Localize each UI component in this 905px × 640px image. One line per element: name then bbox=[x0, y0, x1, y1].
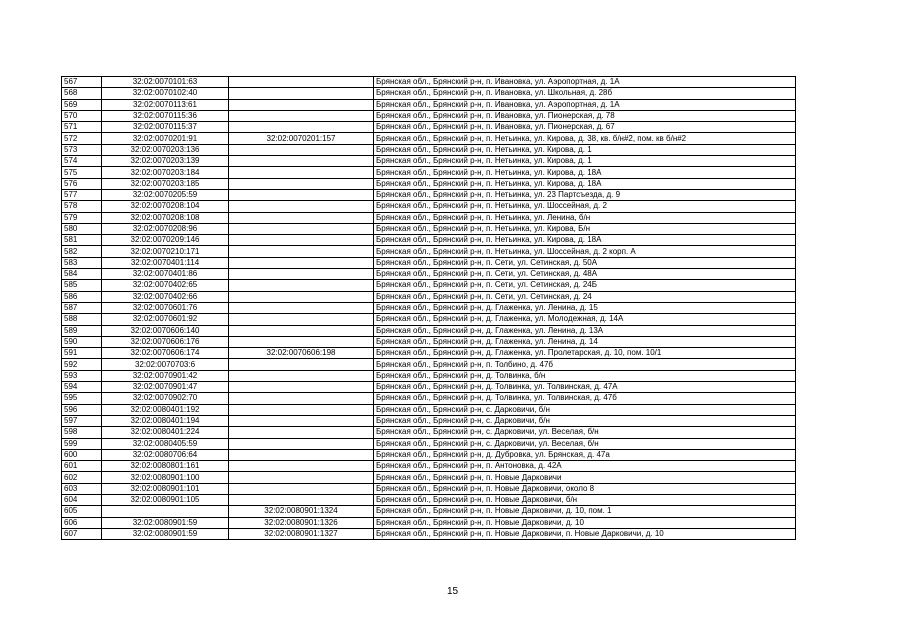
related-cadastral-number-cell bbox=[229, 280, 374, 291]
related-cadastral-number-cell bbox=[229, 246, 374, 257]
row-number-cell: 594 bbox=[62, 382, 102, 393]
address-cell: Брянская обл., Брянский р-н, с. Дарковичи, ул. Веселая, б/н bbox=[374, 438, 796, 449]
table-row bbox=[62, 427, 796, 438]
row-number-cell: 567 bbox=[62, 77, 102, 88]
row-number-cell: 583 bbox=[62, 257, 102, 268]
row-number-cell: 578 bbox=[62, 201, 102, 212]
address-cell: Брянская обл., Брянский р-н, п. Нетьинка, ул. Кирова, д. 18А bbox=[374, 235, 796, 246]
table-row bbox=[62, 494, 796, 505]
cadastral-number-cell: 32:02:0070115:37 bbox=[102, 122, 229, 133]
row-number-cell: 602 bbox=[62, 472, 102, 483]
cadastral-number-cell: 32:02:0070402:65 bbox=[102, 280, 229, 291]
related-cadastral-number-cell: 32:02:0080901:1326 bbox=[229, 517, 374, 528]
address-cell: Брянская обл., Брянский р-н, п. Ивановка, ул. Пионерская, д. 78 bbox=[374, 110, 796, 121]
address-cell: Брянская обл., Брянский р-н, п. Нетьинка, ул. Кирова, д. 1 bbox=[374, 144, 796, 155]
address-cell: Брянская обл., Брянский р-н, п. Нетьинка, ул. Кирова, д. 38, кв. б/н#2, пом. кв б/н#2 bbox=[374, 133, 796, 144]
row-number-cell: 587 bbox=[62, 302, 102, 313]
related-cadastral-number-cell bbox=[229, 427, 374, 438]
table-row bbox=[62, 393, 796, 404]
table-row bbox=[62, 235, 796, 246]
row-number-cell: 593 bbox=[62, 370, 102, 381]
cadastral-number-cell: 32:02:0080401:224 bbox=[102, 427, 229, 438]
cadastral-number-cell: 32:02:0070208:108 bbox=[102, 212, 229, 223]
row-number-cell: 607 bbox=[62, 528, 102, 539]
row-number-cell: 591 bbox=[62, 348, 102, 359]
address-cell: Брянская обл., Брянский р-н, д. Толвинка, б/н bbox=[374, 370, 796, 381]
related-cadastral-number-cell bbox=[229, 336, 374, 347]
table-row bbox=[62, 280, 796, 291]
table-body bbox=[62, 77, 796, 540]
row-number-cell: 586 bbox=[62, 291, 102, 302]
row-number-cell: 581 bbox=[62, 235, 102, 246]
table-row bbox=[62, 269, 796, 280]
row-number-cell: 575 bbox=[62, 167, 102, 178]
table-row bbox=[62, 99, 796, 110]
related-cadastral-number-cell bbox=[229, 122, 374, 133]
table-row bbox=[62, 404, 796, 415]
address-cell: Брянская обл., Брянский р-н, п. Ивановка, ул. Аэропортная, д. 1А bbox=[374, 77, 796, 88]
related-cadastral-number-cell bbox=[229, 449, 374, 460]
cadastral-number-cell: 32:02:0080401:192 bbox=[102, 404, 229, 415]
table-row bbox=[62, 246, 796, 257]
address-cell: Брянская обл., Брянский р-н, п. Ивановка, ул. Пионерская, д. 67 bbox=[374, 122, 796, 133]
cadastral-number-cell: 32:02:0070203:139 bbox=[102, 156, 229, 167]
related-cadastral-number-cell bbox=[229, 235, 374, 246]
address-cell: Брянская обл., Брянский р-н, п. Нетьинка, ул. Кирова, д. 18А bbox=[374, 167, 796, 178]
table-row bbox=[62, 257, 796, 268]
address-cell: Брянская обл., Брянский р-н, п. Сети, ул. Сетинская, д. 24 bbox=[374, 291, 796, 302]
table-row bbox=[62, 382, 796, 393]
address-cell: Брянская обл., Брянский р-н, п. Новые Дарковичи, д. 10 bbox=[374, 517, 796, 528]
related-cadastral-number-cell bbox=[229, 269, 374, 280]
address-cell: Брянская обл., Брянский р-н, с. Дарковичи, б/н bbox=[374, 404, 796, 415]
address-cell: Брянская обл., Брянский р-н, п. Антоновка, д. 42А bbox=[374, 461, 796, 472]
table-row bbox=[62, 483, 796, 494]
cadastral-number-cell: 32:02:0070606:176 bbox=[102, 336, 229, 347]
table-row bbox=[62, 438, 796, 449]
related-cadastral-number-cell bbox=[229, 189, 374, 200]
cadastral-number-cell: 32:02:0080901:59 bbox=[102, 517, 229, 528]
address-cell: Брянская обл., Брянский р-н, п. Нетьинка, ул. Кирова, д. 18А bbox=[374, 178, 796, 189]
table-row bbox=[62, 528, 796, 539]
related-cadastral-number-cell bbox=[229, 212, 374, 223]
table-row bbox=[62, 201, 796, 212]
cadastral-number-cell: 32:02:0070205:59 bbox=[102, 189, 229, 200]
address-cell: Брянская обл., Брянский р-н, д. Глаженка, ул. Пролетарская, д. 10, пом. 10/1 bbox=[374, 348, 796, 359]
address-cell: Брянская обл., Брянский р-н, д. Толвинка, ул. Толвинская, д. 47А bbox=[374, 382, 796, 393]
row-number-cell: 589 bbox=[62, 325, 102, 336]
table-row bbox=[62, 415, 796, 426]
cadastral-number-cell: 32:02:0070601:76 bbox=[102, 302, 229, 313]
address-cell: Брянская обл., Брянский р-н, п. Нетьинка, ул. Шоссейная, д. 2 корп. А bbox=[374, 246, 796, 257]
cadastral-number-cell: 32:02:0070209:146 bbox=[102, 235, 229, 246]
cadastral-number-cell: 32:02:0070208:96 bbox=[102, 223, 229, 234]
related-cadastral-number-cell bbox=[229, 461, 374, 472]
table-row bbox=[62, 133, 796, 144]
table-row bbox=[62, 325, 796, 336]
row-number-cell: 585 bbox=[62, 280, 102, 291]
address-cell: Брянская обл., Брянский р-н, д. Глаженка, ул. Ленина, д. 13А bbox=[374, 325, 796, 336]
related-cadastral-number-cell bbox=[229, 201, 374, 212]
related-cadastral-number-cell: 32:02:0070606:198 bbox=[229, 348, 374, 359]
table-row bbox=[62, 291, 796, 302]
address-cell: Брянская обл., Брянский р-н, п. Ивановка, ул. Школьная, д. 28б bbox=[374, 88, 796, 99]
related-cadastral-number-cell bbox=[229, 156, 374, 167]
row-number-cell: 570 bbox=[62, 110, 102, 121]
cadastral-number-cell: 32:02:0070115:36 bbox=[102, 110, 229, 121]
address-cell: Брянская обл., Брянский р-н, п. Сети, ул. Сетинская, д. 48А bbox=[374, 269, 796, 280]
related-cadastral-number-cell bbox=[229, 370, 374, 381]
row-number-cell: 598 bbox=[62, 427, 102, 438]
related-cadastral-number-cell bbox=[229, 77, 374, 88]
cadastral-number-cell: 32:02:0070102:40 bbox=[102, 88, 229, 99]
address-cell: Брянская обл., Брянский р-н, д. Толвинка, ул. Толвинская, д. 47б bbox=[374, 393, 796, 404]
cadastral-number-cell: 32:02:0070203:184 bbox=[102, 167, 229, 178]
table-row bbox=[62, 156, 796, 167]
related-cadastral-number-cell bbox=[229, 472, 374, 483]
cadastral-number-cell: 32:02:0070203:185 bbox=[102, 178, 229, 189]
row-number-cell: 595 bbox=[62, 393, 102, 404]
table-row bbox=[62, 336, 796, 347]
row-number-cell: 597 bbox=[62, 415, 102, 426]
related-cadastral-number-cell bbox=[229, 178, 374, 189]
table-row bbox=[62, 144, 796, 155]
row-number-cell: 592 bbox=[62, 359, 102, 370]
row-number-cell: 577 bbox=[62, 189, 102, 200]
cadastral-number-cell: 32:02:0070402:66 bbox=[102, 291, 229, 302]
row-number-cell: 576 bbox=[62, 178, 102, 189]
table-row bbox=[62, 517, 796, 528]
row-number-cell: 588 bbox=[62, 314, 102, 325]
row-number-cell: 596 bbox=[62, 404, 102, 415]
related-cadastral-number-cell bbox=[229, 359, 374, 370]
address-cell: Брянская обл., Брянский р-н, п. Сети, ул. Сетинская, д. 50А bbox=[374, 257, 796, 268]
row-number-cell: 599 bbox=[62, 438, 102, 449]
address-cell: Брянская обл., Брянский р-н, п. Сети, ул. Сетинская, д. 24Б bbox=[374, 280, 796, 291]
cadastral-number-cell: 32:02:0080901:105 bbox=[102, 494, 229, 505]
cadastral-number-cell: 32:02:0070208:104 bbox=[102, 201, 229, 212]
address-cell: Брянская обл., Брянский р-н, д. Глаженка, ул. Ленина, д. 14 bbox=[374, 336, 796, 347]
row-number-cell: 579 bbox=[62, 212, 102, 223]
cadastral-number-cell: 32:02:0080901:101 bbox=[102, 483, 229, 494]
table-row bbox=[62, 189, 796, 200]
cadastral-number-cell: 32:02:0070606:140 bbox=[102, 325, 229, 336]
address-cell: Брянская обл., Брянский р-н, п. Нетьинка, ул. Кирова, Б/н bbox=[374, 223, 796, 234]
cadastral-number-cell: 32:02:0070606:174 bbox=[102, 348, 229, 359]
table-row bbox=[62, 223, 796, 234]
row-number-cell: 605 bbox=[62, 506, 102, 517]
cadastral-number-cell: 32:02:0070203:136 bbox=[102, 144, 229, 155]
cadastral-number-cell: 32:02:0080706:64 bbox=[102, 449, 229, 460]
related-cadastral-number-cell bbox=[229, 88, 374, 99]
related-cadastral-number-cell bbox=[229, 223, 374, 234]
address-cell: Брянская обл., Брянский р-н, п. Ивановка, ул. Аэропортная, д. 1А bbox=[374, 99, 796, 110]
address-cell: Брянская обл., Брянский р-н, п. Нетьинка, ул. 23 Партсъезда, д. 9 bbox=[374, 189, 796, 200]
related-cadastral-number-cell bbox=[229, 494, 374, 505]
row-number-cell: 590 bbox=[62, 336, 102, 347]
row-number-cell: 604 bbox=[62, 494, 102, 505]
row-number-cell: 603 bbox=[62, 483, 102, 494]
address-cell: Брянская обл., Брянский р-н, п. Новые Дарковичи, б/н bbox=[374, 494, 796, 505]
cadastral-number-cell: 32:02:0070902:70 bbox=[102, 393, 229, 404]
address-cell: Брянская обл., Брянский р-н, п. Нетьинка, ул. Ленина, б/н bbox=[374, 212, 796, 223]
related-cadastral-number-cell bbox=[229, 393, 374, 404]
address-cell: Брянская обл., Брянский р-н, п. Новые Дарковичи, п. Новые Дарковичи, д. 10 bbox=[374, 528, 796, 539]
cadastral-number-cell: 32:02:0070201:91 bbox=[102, 133, 229, 144]
related-cadastral-number-cell bbox=[229, 404, 374, 415]
table-row bbox=[62, 88, 796, 99]
table-row bbox=[62, 77, 796, 88]
cadastral-number-cell: 32:02:0070901:47 bbox=[102, 382, 229, 393]
related-cadastral-number-cell bbox=[229, 438, 374, 449]
related-cadastral-number-cell bbox=[229, 314, 374, 325]
row-number-cell: 573 bbox=[62, 144, 102, 155]
cadastral-number-cell bbox=[102, 506, 229, 517]
table-row bbox=[62, 472, 796, 483]
cadastral-number-cell: 32:02:0070901:42 bbox=[102, 370, 229, 381]
table-row bbox=[62, 212, 796, 223]
table-row bbox=[62, 178, 796, 189]
address-cell: Брянская обл., Брянский р-н, п. Новые Дарковичи, д. 10, пом. 1 bbox=[374, 506, 796, 517]
address-cell: Брянская обл., Брянский р-н, д. Глаженка, ул. Ленина, д. 15 bbox=[374, 302, 796, 313]
table-row bbox=[62, 506, 796, 517]
row-number-cell: 584 bbox=[62, 269, 102, 280]
related-cadastral-number-cell: 32:02:0080901:1324 bbox=[229, 506, 374, 517]
address-cell: Брянская обл., Брянский р-н, п. Толбино, д. 47б bbox=[374, 359, 796, 370]
row-number-cell: 568 bbox=[62, 88, 102, 99]
cadastral-number-cell: 32:02:0070601:92 bbox=[102, 314, 229, 325]
cadastral-number-cell: 32:02:0070401:86 bbox=[102, 269, 229, 280]
related-cadastral-number-cell: 32:02:0070201:157 bbox=[229, 133, 374, 144]
row-number-cell: 574 bbox=[62, 156, 102, 167]
table-row bbox=[62, 122, 796, 133]
row-number-cell: 571 bbox=[62, 122, 102, 133]
cadastral-number-cell: 32:02:0070101:63 bbox=[102, 77, 229, 88]
row-number-cell: 580 bbox=[62, 223, 102, 234]
cadastral-number-cell: 32:02:0080405:59 bbox=[102, 438, 229, 449]
table-row bbox=[62, 110, 796, 121]
cadastral-number-cell: 32:02:0070210:171 bbox=[102, 246, 229, 257]
related-cadastral-number-cell bbox=[229, 110, 374, 121]
related-cadastral-number-cell bbox=[229, 415, 374, 426]
row-number-cell: 572 bbox=[62, 133, 102, 144]
address-cell: Брянская обл., Брянский р-н, п. Новые Дарковичи bbox=[374, 472, 796, 483]
cadastral-number-cell: 32:02:0080801:161 bbox=[102, 461, 229, 472]
table-row bbox=[62, 449, 796, 460]
cadastral-number-cell: 32:02:0070113:61 bbox=[102, 99, 229, 110]
table-row bbox=[62, 314, 796, 325]
table-row bbox=[62, 167, 796, 178]
address-cell: Брянская обл., Брянский р-н, п. Нетьинка, ул. Кирова, д. 1 bbox=[374, 156, 796, 167]
row-number-cell: 601 bbox=[62, 461, 102, 472]
page-number: 15 bbox=[446, 586, 459, 597]
related-cadastral-number-cell bbox=[229, 325, 374, 336]
address-cell: Брянская обл., Брянский р-н, с. Дарковичи, ул. Веселая, б/н bbox=[374, 427, 796, 438]
cadastral-number-cell: 32:02:0070401:114 bbox=[102, 257, 229, 268]
related-cadastral-number-cell bbox=[229, 167, 374, 178]
related-cadastral-number-cell bbox=[229, 382, 374, 393]
cadastral-number-cell: 32:02:0070703:6 bbox=[102, 359, 229, 370]
row-number-cell: 569 bbox=[62, 99, 102, 110]
cadastral-number-cell: 32:02:0080401:194 bbox=[102, 415, 229, 426]
cadastral-number-cell: 32:02:0080901:100 bbox=[102, 472, 229, 483]
property-table bbox=[61, 76, 796, 540]
address-cell: Брянская обл., Брянский р-н, д. Глаженка, ул. Молодежная, д. 14А bbox=[374, 314, 796, 325]
table-row bbox=[62, 370, 796, 381]
table-row bbox=[62, 302, 796, 313]
related-cadastral-number-cell bbox=[229, 257, 374, 268]
related-cadastral-number-cell: 32:02:0080901:1327 bbox=[229, 528, 374, 539]
table-row bbox=[62, 359, 796, 370]
related-cadastral-number-cell bbox=[229, 483, 374, 494]
address-cell: Брянская обл., Брянский р-н, п. Новые Дарковичи, около 8 bbox=[374, 483, 796, 494]
row-number-cell: 582 bbox=[62, 246, 102, 257]
address-cell: Брянская обл., Брянский р-н, с. Дарковичи, б/н bbox=[374, 415, 796, 426]
related-cadastral-number-cell bbox=[229, 144, 374, 155]
row-number-cell: 600 bbox=[62, 449, 102, 460]
related-cadastral-number-cell bbox=[229, 291, 374, 302]
cadastral-number-cell: 32:02:0080901:59 bbox=[102, 528, 229, 539]
related-cadastral-number-cell bbox=[229, 99, 374, 110]
table-row bbox=[62, 348, 796, 359]
table-row bbox=[62, 461, 796, 472]
row-number-cell: 606 bbox=[62, 517, 102, 528]
related-cadastral-number-cell bbox=[229, 302, 374, 313]
address-cell: Брянская обл., Брянский р-н, д. Дубровка, ул. Брянская, д. 47а bbox=[374, 449, 796, 460]
address-cell: Брянская обл., Брянский р-н, п. Нетьинка, ул. Шоссейная, д. 2 bbox=[374, 201, 796, 212]
